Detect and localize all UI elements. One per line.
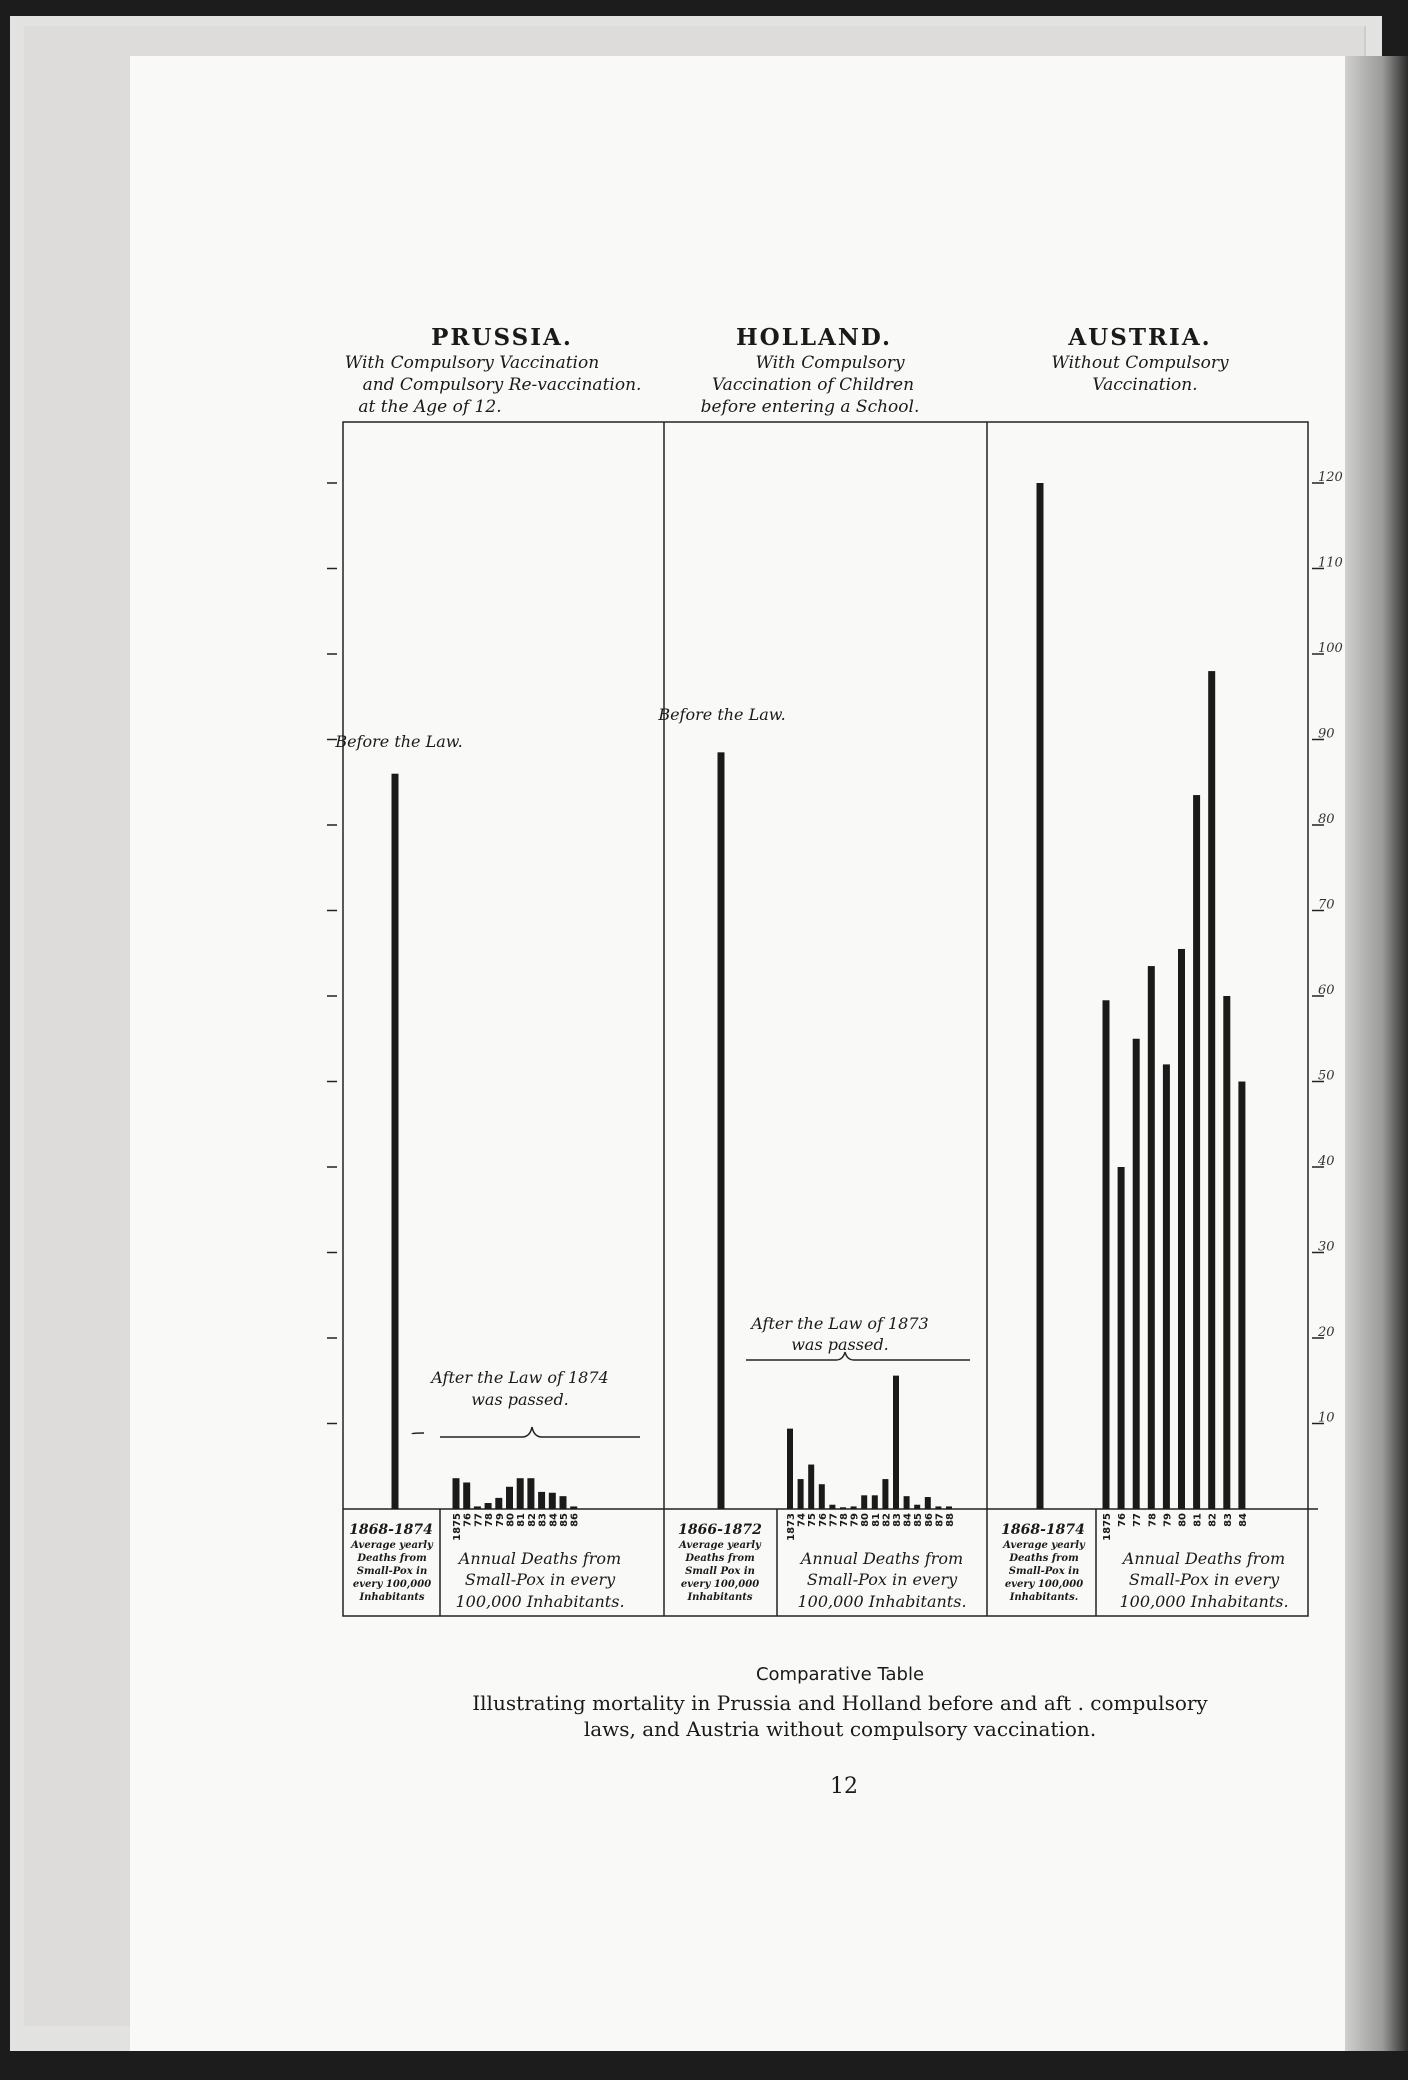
prussia-xtick-77: 77: [473, 1513, 485, 1527]
holland-bar-75: [808, 1465, 814, 1509]
prussia-xtick-79: 79: [494, 1513, 506, 1527]
holland-bar-84: [904, 1496, 910, 1509]
austria-xtick-80: 80: [1177, 1513, 1189, 1527]
prussia-subtitle-line-1: With Compulsory Vaccination: [344, 353, 600, 373]
holland-bar-86: [925, 1497, 931, 1509]
holland-xtick-75: 75: [807, 1513, 819, 1527]
prussia-subtitle-line-3: at the Age of 12.: [358, 397, 502, 417]
holland-xtick-76: 76: [817, 1513, 829, 1527]
holland-before-desc-1: Average yearly: [679, 1540, 761, 1551]
prussia-title: PRUSSIA.: [431, 324, 573, 351]
holland-xtick-87: 87: [934, 1513, 946, 1527]
holland-bar-74: [798, 1479, 804, 1509]
holland-xtick-78: 78: [839, 1513, 850, 1527]
prussia-bar-81: [517, 1478, 524, 1509]
prussia-bar-84: [549, 1493, 556, 1509]
prussia-bar-86: [570, 1506, 577, 1509]
caption-title: Comparative Table: [755, 1664, 925, 1685]
ytick-label-110: 110: [1318, 555, 1343, 571]
prussia-before-label-1: Before the Law.: [335, 732, 463, 751]
holland-before-desc-2: Deaths from: [685, 1553, 755, 1564]
holland-after-label-1: After the Law of 1873: [751, 1314, 929, 1333]
holland-before-bar: [718, 752, 725, 1509]
prussia-after-desc-2: Small-Pox in every: [464, 1570, 616, 1589]
ytick-label-30: 30: [1318, 1239, 1335, 1255]
prussia-after-brace: [412, 1427, 640, 1437]
austria-before-period: 1868-1874: [1001, 1522, 1085, 1538]
prussia-xtick-83: 83: [537, 1513, 549, 1527]
holland-subtitle-line-2: Vaccination of Children: [711, 375, 915, 395]
ytick-label-100: 100: [1318, 641, 1343, 656]
austria-xtick-84: 84: [1237, 1513, 1249, 1527]
holland-title: HOLLAND.: [735, 324, 893, 351]
austria-after-desc-2: Small-Pox in every: [1128, 1570, 1280, 1589]
ytick-label-70: 70: [1318, 897, 1335, 913]
austria-before-desc-1: Average yearly: [1003, 1540, 1085, 1551]
prussia-after-desc-3: 100,000 Inhabitants.: [455, 1592, 625, 1611]
holland-xtick-81: 81: [870, 1513, 882, 1527]
prussia-bar-85: [560, 1496, 567, 1509]
austria-xtick-79: 79: [1162, 1513, 1174, 1527]
prussia-bar-79: [495, 1498, 502, 1509]
prussia-after-label-1: After the Law of 1874: [431, 1368, 609, 1387]
ytick-label-50: 50: [1318, 1068, 1335, 1084]
ytick-label-40: 40: [1318, 1154, 1335, 1169]
holland-before-period: 1866-1872: [678, 1522, 762, 1538]
prussia-before-desc-1: Average yearly: [351, 1540, 433, 1551]
page-number: 12: [830, 1774, 858, 1799]
prussia-before-bar: [392, 774, 399, 1509]
prussia-bar-78: [485, 1503, 492, 1509]
prussia-xtick-85: 85: [559, 1513, 570, 1527]
prussia-before-desc-3: Small-Pox in: [356, 1566, 428, 1577]
prussia-after-desc-1: Annual Deaths from: [458, 1549, 622, 1568]
austria-bar-78: [1148, 966, 1155, 1509]
holland-xtick-74: 74: [796, 1513, 808, 1527]
holland-before-desc-3: Small Pox in: [685, 1566, 755, 1577]
caption-line-2: laws, and Austria without compulsory vaccination.: [583, 1717, 1097, 1741]
holland-bar-82: [882, 1479, 888, 1509]
austria-before-desc-4: every 100,000: [1004, 1579, 1084, 1590]
prussia-after-label-2: was passed.: [471, 1390, 569, 1409]
holland-after-desc-1: Annual Deaths from: [800, 1549, 964, 1568]
prussia-xtick-76: 76: [462, 1513, 474, 1527]
holland-after-desc-2: Small-Pox in every: [806, 1570, 958, 1589]
austria-subtitle-line-1: Without Compulsory: [1051, 353, 1229, 373]
holland-xtick-1873: 1873: [786, 1513, 797, 1541]
holland-after-desc-3: 100,000 Inhabitants.: [797, 1592, 967, 1611]
prussia-bar-1875: [453, 1478, 460, 1509]
ytick-label-120: 120: [1318, 470, 1343, 485]
austria-before-desc-2: Deaths from: [1009, 1553, 1079, 1564]
holland-xtick-83: 83: [892, 1513, 903, 1527]
austria-bar-76: [1118, 1167, 1125, 1509]
austria-before-desc-3: Small-Pox in: [1008, 1566, 1080, 1577]
austria-before-desc-5: Inhabitants.: [1009, 1592, 1079, 1603]
prussia-before-period: 1868-1874: [349, 1522, 433, 1538]
austria-xtick-78: 78: [1147, 1513, 1159, 1527]
holland-xtick-79: 79: [849, 1513, 861, 1527]
prussia-xtick-78: 78: [484, 1513, 496, 1527]
austria-bar-80: [1178, 949, 1185, 1509]
austria-bar-79: [1163, 1064, 1170, 1509]
austria-bar-83: [1223, 996, 1230, 1509]
austria-xtick-76: 76: [1117, 1513, 1129, 1527]
prussia-bar-82: [527, 1478, 534, 1509]
holland-bar-83: [893, 1376, 899, 1509]
austria-bar-81: [1193, 795, 1200, 1509]
austria-bar-82: [1208, 671, 1215, 1509]
prussia-xtick-82: 82: [526, 1513, 538, 1527]
holland-bar-88: [946, 1506, 952, 1509]
prussia-bar-83: [538, 1492, 545, 1509]
prussia-before-desc-2: Deaths from: [357, 1553, 427, 1564]
holland-bar-77: [829, 1505, 835, 1509]
austria-bar-77: [1133, 1039, 1140, 1509]
prussia-bar-77: [474, 1506, 481, 1509]
prussia-before-desc-5: Inhabitants: [359, 1592, 425, 1603]
ytick-label-20: 20: [1318, 1325, 1335, 1340]
prussia-xtick-84: 84: [548, 1513, 560, 1527]
holland-bar-81: [872, 1495, 878, 1509]
holland-bar-80: [861, 1495, 867, 1509]
ytick-label-60: 60: [1318, 983, 1335, 998]
holland-xtick-88: 88: [945, 1513, 956, 1527]
caption-line-1: Illustrating mortality in Prussia and Holland before and aft . compulsory: [472, 1691, 1208, 1715]
holland-subtitle-line-3: before entering a School.: [700, 397, 920, 417]
prussia-xtick-80: 80: [505, 1513, 517, 1527]
prussia-subtitle-line-2: and Compulsory Re-vaccination.: [362, 375, 642, 395]
austria-title: AUSTRIA.: [1068, 324, 1212, 351]
austria-subtitle-line-2: Vaccination.: [1092, 375, 1198, 395]
holland-after-label-2: was passed.: [791, 1335, 889, 1354]
austria-xtick-1875: 1875: [1102, 1513, 1113, 1541]
austria-xtick-81: 81: [1192, 1513, 1204, 1527]
holland-before-desc-5: Inhabitants: [687, 1592, 753, 1603]
holland-bar-87: [935, 1506, 941, 1509]
prussia-bar-76: [463, 1482, 470, 1509]
prussia-xtick-1875: 1875: [452, 1513, 463, 1541]
holland-bar-78: [840, 1507, 846, 1509]
holland-xtick-86: 86: [923, 1513, 935, 1527]
austria-xtick-82: 82: [1207, 1513, 1219, 1527]
austria-xtick-83: 83: [1222, 1513, 1234, 1527]
holland-bar-76: [819, 1484, 825, 1509]
prussia-before-desc-4: every 100,000: [352, 1579, 432, 1590]
holland-bar-1873: [787, 1429, 793, 1509]
prussia-xtick-86: 86: [569, 1513, 581, 1527]
holland-bar-79: [851, 1506, 857, 1509]
holland-xtick-85: 85: [913, 1513, 925, 1527]
prussia-xtick-81: 81: [516, 1513, 528, 1527]
holland-xtick-77: 77: [828, 1513, 840, 1527]
holland-xtick-82: 82: [881, 1513, 893, 1527]
austria-bar-84: [1238, 1082, 1245, 1510]
holland-subtitle-line-1: With Compulsory: [755, 353, 905, 373]
holland-before-label: Before the Law.: [658, 705, 786, 724]
holland-before-desc-4: every 100,000: [680, 1579, 760, 1590]
holland-xtick-84: 84: [902, 1513, 914, 1527]
ytick-label-90: 90: [1318, 726, 1335, 742]
austria-after-desc-3: 100,000 Inhabitants.: [1119, 1592, 1289, 1611]
ytick-label-10: 10: [1318, 1410, 1335, 1426]
ytick-label-80: 80: [1318, 812, 1335, 827]
austria-bar-1875: [1103, 1000, 1110, 1509]
prussia-bar-80: [506, 1487, 513, 1509]
austria-after-desc-1: Annual Deaths from: [1122, 1549, 1286, 1568]
austria-xtick-77: 77: [1132, 1513, 1144, 1527]
holland-bar-85: [914, 1505, 920, 1509]
holland-xtick-80: 80: [860, 1513, 872, 1527]
austria-before-bar: [1037, 483, 1044, 1509]
